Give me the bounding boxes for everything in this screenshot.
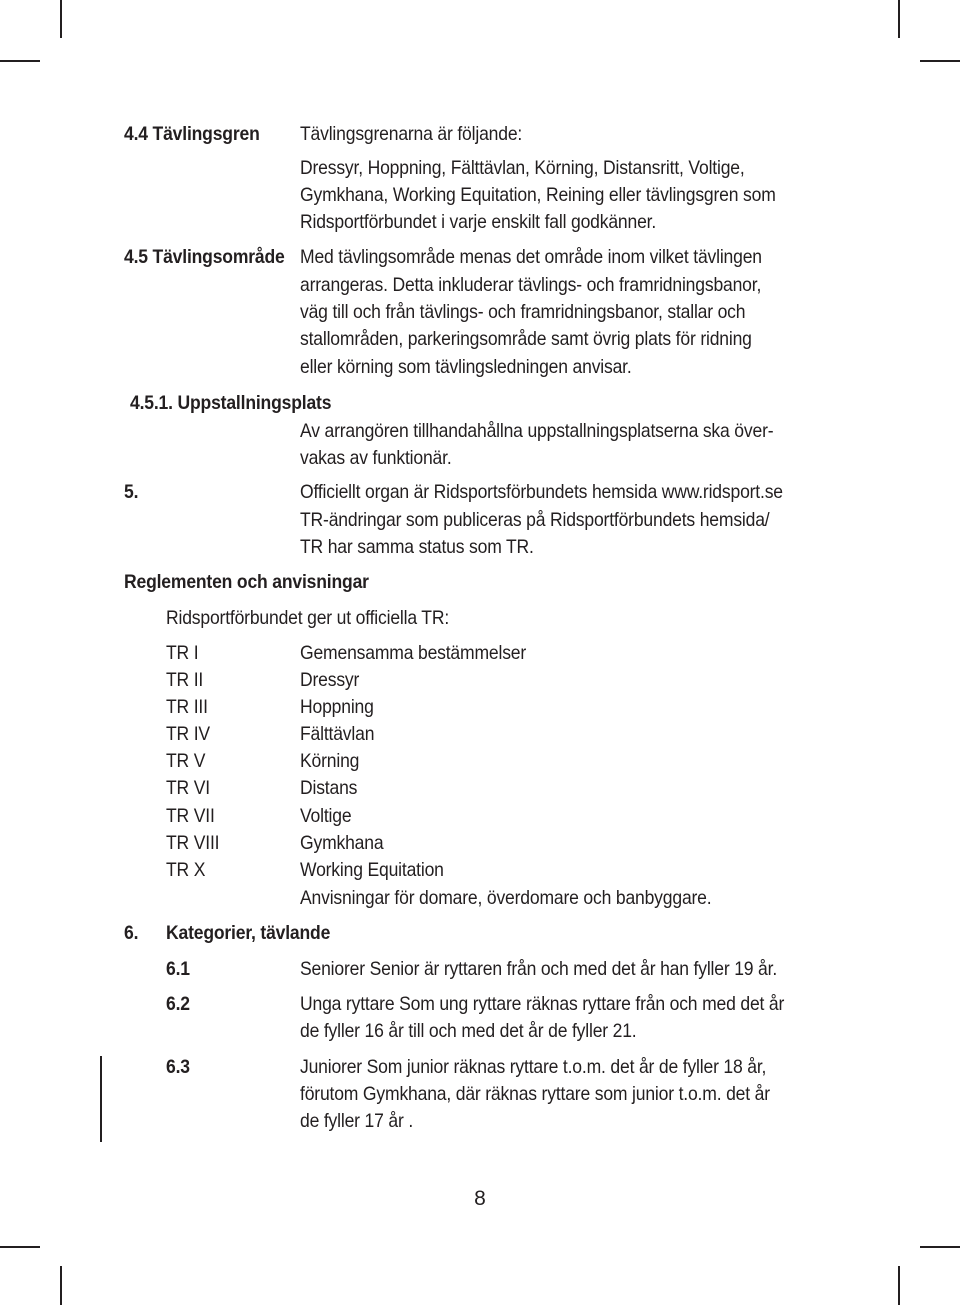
tr-name: Working Equitation — [300, 859, 444, 881]
crop-mark — [898, 1266, 900, 1305]
tr-name: Körning — [300, 750, 360, 772]
tr-code: TR II — [166, 669, 204, 691]
tr-name: Voltige — [300, 805, 352, 827]
subsection-text: Seniorer Senior är ryttaren från och med det år han fyller 19 år. — [300, 958, 778, 980]
section-text: Dressyr, Hoppning, Fälttävlan, Körning, Distansritt, Voltige, — [300, 157, 745, 179]
reglementen-heading: Reglementen och anvisningar — [124, 571, 369, 593]
tr-code: TR V — [166, 750, 206, 772]
tr-code: TR VI — [166, 777, 210, 799]
subsection-number: 6.3 — [166, 1056, 190, 1078]
section-text: Ridsportförbundet i varje enskilt fall godkänner. — [300, 211, 657, 233]
section-text: Av arrangören tillhandahållna uppstallningsplatserna ska över- — [300, 420, 774, 442]
subsection-text: de fyller 16 år till och med det år de fyller 21. — [300, 1020, 637, 1042]
tr-code: TR VIII — [166, 832, 220, 854]
subsection-text: Juniorer Som junior räknas ryttare t.o.m. det år de fyller 18 år, — [300, 1056, 767, 1078]
crop-mark — [0, 60, 40, 62]
crop-mark — [0, 1246, 40, 1248]
tr-name: Distans — [300, 777, 358, 799]
section-heading-4-4: 4.4 Tävlingsgren — [124, 123, 260, 145]
registration-mark — [100, 1056, 102, 1142]
section-text: arrangeras. Detta inkluderar tävlings- och framridningsbanor, — [300, 274, 762, 296]
tr-code: TR III — [166, 696, 208, 718]
section-text: väg till och från tävlings- och framridningsbanor, stallar och — [300, 301, 746, 323]
subsection-number: 6.1 — [166, 958, 190, 980]
tr-name: Gymkhana — [300, 832, 384, 854]
section-heading-4-5-1: 4.5.1. Uppstallningsplats — [130, 392, 332, 414]
crop-mark — [60, 1266, 62, 1305]
crop-mark — [920, 60, 960, 62]
crop-mark — [920, 1246, 960, 1248]
tr-name: Fälttävlan — [300, 723, 375, 745]
tr-code: TR I — [166, 642, 199, 664]
tr-name: Hoppning — [300, 696, 374, 718]
section-text: TR har samma status som TR. — [300, 536, 534, 558]
section-number-6: 6. — [124, 922, 139, 944]
section-text: stallområden, parkeringsområde samt övrig plats för ridning — [300, 328, 752, 350]
section-text: eller körning som tävlingsledningen anvisar. — [300, 356, 632, 378]
subsection-text: förutom Gymkhana, där räknas ryttare som junior t.o.m. det år — [300, 1083, 770, 1105]
subsection-text: Unga ryttare Som ung ryttare räknas ryttare från och med det år — [300, 993, 785, 1015]
crop-mark — [898, 0, 900, 38]
subsection-number: 6.2 — [166, 993, 190, 1015]
page-number: 8 — [474, 1187, 486, 1210]
tr-code: TR VII — [166, 805, 215, 827]
section-text: vakas av funktionär. — [300, 447, 452, 469]
section-text: Med tävlingsområde menas det område inom vilket tävlingen — [300, 246, 762, 268]
tr-name: Gemensamma bestämmelser — [300, 642, 527, 664]
section-text: Tävlingsgrenarna är följande: — [300, 123, 523, 145]
crop-mark — [60, 0, 62, 38]
section-text: Gymkhana, Working Equitation, Reining eller tävlingsgren som — [300, 184, 776, 206]
section-text: TR-ändringar som publiceras på Ridsportförbundets hemsida/ — [300, 509, 770, 531]
tr-code: TR X — [166, 859, 206, 881]
section-heading-4-5: 4.5 Tävlingsområde — [124, 246, 285, 268]
section-text: Officiellt organ är Ridsportsförbundets hemsida www.ridsport.se — [300, 481, 783, 503]
section-number-5: 5. — [124, 481, 139, 503]
tr-code: TR IV — [166, 723, 210, 745]
section-heading-6: Kategorier, tävlande — [166, 922, 331, 944]
tr-name: Dressyr — [300, 669, 360, 691]
reglementen-intro: Ridsportförbundet ger ut officiella TR: — [166, 607, 450, 629]
subsection-text: de fyller 17 år . — [300, 1110, 414, 1132]
tr-extra: Anvisningar för domare, överdomare och banbyggare. — [300, 887, 712, 909]
